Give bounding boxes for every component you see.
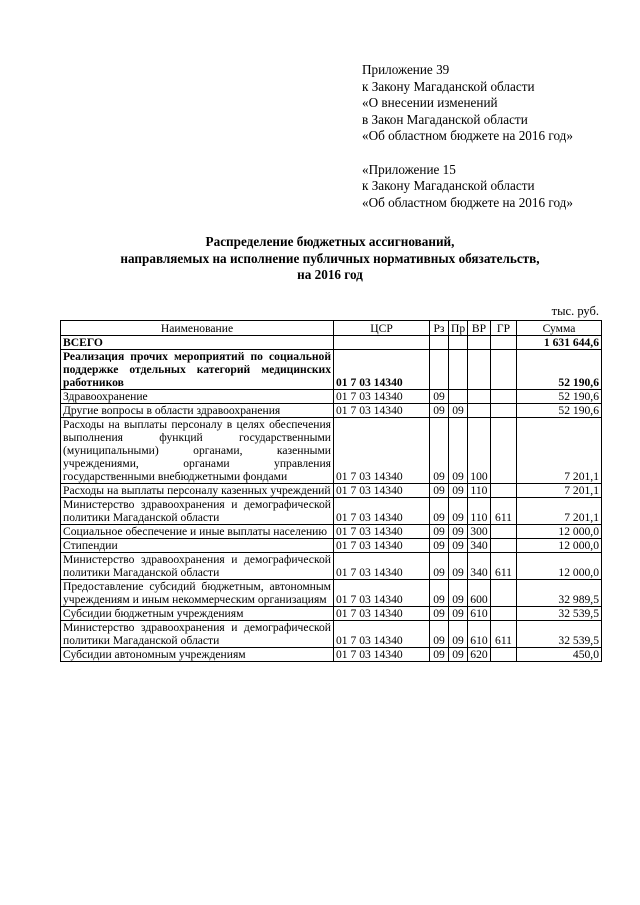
cell-sum: 12 000,0 (517, 553, 602, 580)
col-header-name: Наименование (61, 321, 334, 336)
cell-name: Министерство здравоохранения и демографической политики Магаданской области (61, 621, 334, 648)
cell-vr (468, 404, 491, 418)
cell-pr (449, 336, 468, 350)
col-header-pr: Пр (449, 321, 468, 336)
header-line: Приложение 39 (362, 62, 450, 77)
cell-vr: 600 (468, 580, 491, 607)
table-row (61, 404, 602, 418)
cell-csr: 01 7 03 14340 (334, 484, 430, 498)
title-line: направляемых на исполнение публичных нормативных обязательств, (120, 250, 540, 266)
cell-vr: 110 (468, 484, 491, 498)
table-row (61, 580, 602, 607)
header-block (362, 62, 573, 211)
cell-name: Стипендии (61, 539, 334, 553)
cell-pr: 09 (449, 580, 468, 607)
cell-rz: 09 (430, 390, 449, 404)
cell-name: Здравоохранение (61, 390, 334, 404)
cell-rz: 09 (430, 418, 449, 484)
header-line: к Закону Магаданской области (362, 78, 535, 94)
title-line: Распределение бюджетных ассигнований, (205, 234, 455, 249)
cell-gr (491, 336, 517, 350)
cell-sum: 7 201,1 (517, 498, 602, 525)
cell-rz: 09 (430, 607, 449, 621)
cell-gr (491, 404, 517, 418)
header-line: «Об областном бюджете на 2016 год» (362, 128, 573, 143)
cell-gr (491, 607, 517, 621)
cell-sum: 52 190,6 (517, 390, 602, 404)
table-row (61, 553, 602, 580)
cell-pr: 09 (449, 607, 468, 621)
cell-rz: 09 (430, 484, 449, 498)
cell-csr (334, 336, 430, 350)
cell-gr (491, 580, 517, 607)
cell-pr: 09 (449, 498, 468, 525)
cell-name: Министерство здравоохранения и демографической политики Магаданской области (61, 498, 334, 525)
cell-gr: 611 (491, 553, 517, 580)
header-gap (362, 145, 573, 162)
cell-gr (491, 525, 517, 539)
table-row (61, 484, 602, 498)
cell-rz: 09 (430, 525, 449, 539)
table-row (61, 418, 602, 484)
cell-pr (449, 390, 468, 404)
cell-gr (491, 539, 517, 553)
cell-gr (491, 350, 517, 390)
cell-name: Реализация прочих мероприятий по социальной поддержке отдельных категорий медицинских работников (61, 350, 334, 390)
cell-pr: 09 (449, 621, 468, 648)
header-line: «Об областном бюджете на 2016 год» (362, 194, 573, 210)
budget-table (60, 320, 602, 662)
cell-sum: 52 190,6 (517, 350, 602, 390)
cell-pr: 09 (449, 525, 468, 539)
cell-sum: 32 539,5 (517, 621, 602, 648)
cell-vr: 610 (468, 607, 491, 621)
cell-name: Предоставление субсидий бюджетным, автономным учреждениям и иным некоммерческим организациям (61, 580, 334, 607)
cell-gr (491, 390, 517, 404)
cell-vr (468, 336, 491, 350)
cell-csr: 01 7 03 14340 (334, 621, 430, 648)
table-row (61, 350, 602, 390)
cell-csr: 01 7 03 14340 (334, 648, 430, 662)
table-row (61, 539, 602, 553)
cell-pr: 09 (449, 418, 468, 484)
cell-name: Другие вопросы в области здравоохранения (61, 404, 334, 418)
cell-sum: 12 000,0 (517, 525, 602, 539)
cell-vr (468, 390, 491, 404)
cell-pr: 09 (449, 553, 468, 580)
cell-sum: 450,0 (517, 648, 602, 662)
cell-name: Министерство здравоохранения и демографической политики Магаданской области (61, 553, 334, 580)
cell-rz: 09 (430, 648, 449, 662)
header-line: «Приложение 15 (362, 161, 456, 177)
cell-sum: 7 201,1 (517, 484, 602, 498)
cell-pr: 09 (449, 648, 468, 662)
cell-csr: 01 7 03 14340 (334, 498, 430, 525)
header-line: «О внесении изменений (362, 95, 498, 110)
col-header-vr: ВР (468, 321, 491, 336)
cell-gr (491, 484, 517, 498)
cell-sum: 32 989,5 (517, 580, 602, 607)
cell-vr: 300 (468, 525, 491, 539)
header-line: к Закону Магаданской области (362, 178, 535, 193)
table-row (61, 621, 602, 648)
cell-gr (491, 648, 517, 662)
cell-gr (491, 418, 517, 484)
cell-rz: 09 (430, 580, 449, 607)
cell-rz (430, 350, 449, 390)
table-row (61, 336, 602, 350)
cell-csr: 01 7 03 14340 (334, 350, 430, 390)
col-header-rz: Рз (430, 321, 449, 336)
header-line: в Закон Магаданской области (362, 111, 528, 127)
cell-name: Субсидии бюджетным учреждениям (61, 607, 334, 621)
cell-rz: 09 (430, 621, 449, 648)
cell-name: Субсидии автономным учреждениям (61, 648, 334, 662)
cell-rz: 09 (430, 539, 449, 553)
cell-sum: 52 190,6 (517, 404, 602, 418)
cell-gr: 611 (491, 498, 517, 525)
cell-rz (430, 336, 449, 350)
table-row (61, 390, 602, 404)
cell-csr: 01 7 03 14340 (334, 390, 430, 404)
cell-pr (449, 350, 468, 390)
cell-rz: 09 (430, 404, 449, 418)
cell-rz: 09 (430, 553, 449, 580)
cell-name: Расходы на выплаты персоналу казенных учреждений (61, 484, 334, 498)
cell-csr: 01 7 03 14340 (334, 539, 430, 553)
cell-vr: 620 (468, 648, 491, 662)
document-title (60, 234, 600, 284)
cell-csr: 01 7 03 14340 (334, 607, 430, 621)
cell-vr (468, 350, 491, 390)
cell-name: Расходы на выплаты персоналу в целях обеспечения выполнения функций государственными (муниципальными) органами, казенными учреждениями, органами управления государственными внебюджетными фондами (61, 418, 334, 484)
cell-vr: 610 (468, 621, 491, 648)
cell-sum: 7 201,1 (517, 418, 602, 484)
col-header-sum: Сумма (517, 321, 602, 336)
table-row (61, 648, 602, 662)
cell-csr: 01 7 03 14340 (334, 418, 430, 484)
cell-sum: 32 539,5 (517, 607, 602, 621)
cell-gr: 611 (491, 621, 517, 648)
table-row (61, 498, 602, 525)
table-row (61, 525, 602, 539)
col-header-gr: ГР (491, 321, 517, 336)
cell-vr: 100 (468, 418, 491, 484)
col-header-csr: ЦСР (334, 321, 430, 336)
cell-name: ВСЕГО (61, 336, 334, 350)
title-line: на 2016 год (297, 267, 363, 282)
cell-csr: 01 7 03 14340 (334, 580, 430, 607)
cell-pr: 09 (449, 484, 468, 498)
cell-vr: 340 (468, 539, 491, 553)
cell-name: Социальное обеспечение и иные выплаты населению (61, 525, 334, 539)
table-header-row (61, 321, 602, 336)
cell-csr: 01 7 03 14340 (334, 553, 430, 580)
cell-rz: 09 (430, 498, 449, 525)
cell-csr: 01 7 03 14340 (334, 525, 430, 539)
cell-vr: 340 (468, 553, 491, 580)
cell-pr: 09 (449, 404, 468, 418)
table-row (61, 607, 602, 621)
cell-vr: 110 (468, 498, 491, 525)
cell-sum: 12 000,0 (517, 539, 602, 553)
units-label: тыс. руб. (551, 304, 599, 318)
table-body (61, 336, 602, 662)
cell-csr: 01 7 03 14340 (334, 404, 430, 418)
cell-pr: 09 (449, 539, 468, 553)
cell-sum: 1 631 644,6 (517, 336, 602, 350)
